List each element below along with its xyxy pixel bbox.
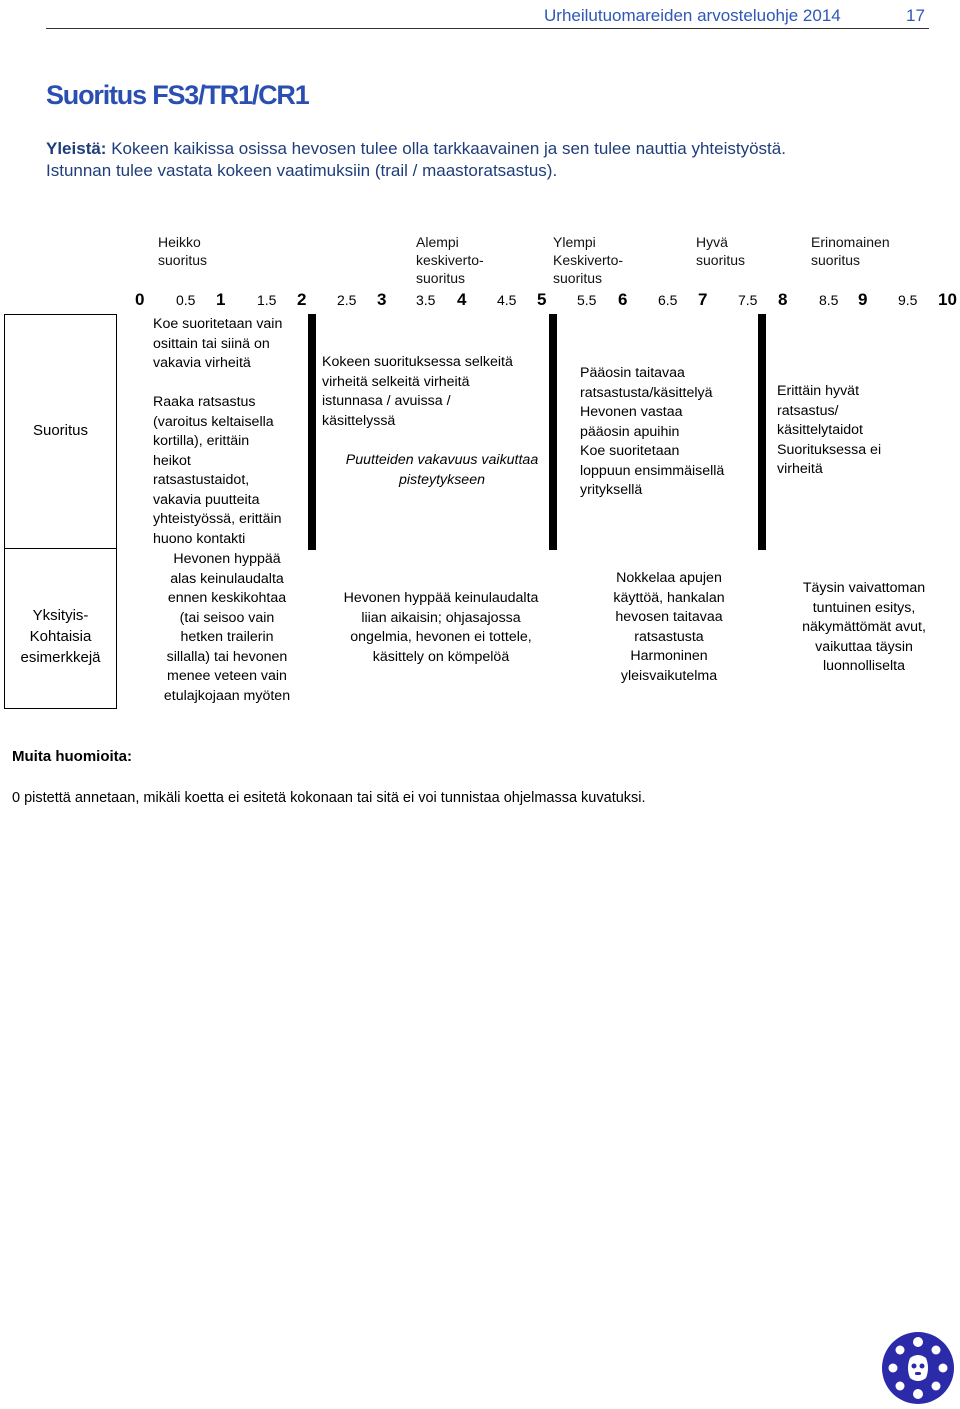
- page-title: Suoritus FS3/TR1/CR1: [46, 80, 309, 110]
- score-tick: 3: [377, 290, 387, 309]
- score-tick: 7.5: [738, 292, 758, 308]
- score-tick: 10: [938, 290, 957, 309]
- header-rule: [46, 28, 929, 29]
- score-tick: 7: [698, 290, 708, 309]
- example-cell-ylempi: Nokkelaa apujen käyttöä, hankalan hevosen taitavaa ratsastusta Harmoninen yleisvaikutelma: [613, 570, 725, 684]
- example-cell-heikko: Hevonen hyppää alas keinulaudalta ennen keskikohtaa (tai seisoo vain hetken trailerin sillalla) tai hevonen menee veteen vain etulajkojaan myöten: [163, 551, 291, 704]
- row-label-suoritus: Suoritus: [32, 422, 89, 439]
- notes-text: 0 pistettä annetaan, mikäli koetta ei esitetä kokonaan tai sitä ei voi tunnistaa ohjelmassa kuvatuksi.: [12, 790, 646, 806]
- score-tick: 8.5: [819, 292, 839, 308]
- level-erinomainen: Erinomainen suoritus: [811, 234, 890, 268]
- intro-line-1: Kokeen kaikissa osissa hevosen tulee olla tarkkaavainen ja sen tulee nauttia yhteistyöstä.: [106, 139, 786, 158]
- level-alempi: Alempi keskiverto- suoritus: [416, 234, 484, 286]
- score-tick: 0: [135, 290, 145, 309]
- score-tick: 9: [858, 290, 868, 309]
- score-tick: 1: [216, 290, 226, 309]
- score-tick: 2.5: [337, 292, 357, 308]
- organization-logo-icon: [880, 1330, 956, 1406]
- level-heikko: Heikko suoritus: [158, 234, 208, 268]
- table-border-top: [4, 314, 117, 315]
- score-tick: 1.5: [257, 292, 277, 308]
- example-cell-alempi: Hevonen hyppää keinulaudalta liian aikaisin; ohjasajossa ongelmia, hevonen ei tottele, käsittely on kömpelöä: [343, 590, 539, 665]
- score-tick: 6: [618, 290, 628, 309]
- score-tick: 5: [537, 290, 547, 309]
- score-tick: 4: [457, 290, 467, 309]
- score-tick: 6.5: [658, 292, 678, 308]
- score-bar-7: [758, 314, 766, 550]
- suoritus-cell-alempi-note: Puutteiden vakavuus vaikuttaa pisteytykseen: [345, 452, 539, 488]
- table-row-divider: [4, 548, 117, 549]
- page-number: 17: [906, 6, 925, 25]
- intro-paragraph: [46, 138, 926, 182]
- intro-line-2: Istunnan tulee vastata kokeen vaatimuksiin (trail / maastoratsastus).: [46, 161, 558, 180]
- score-tick: 2: [297, 290, 307, 309]
- running-header-title: Urheilutuomareiden arvosteluohje 2014: [544, 6, 841, 25]
- suoritus-cell-ylempi: Pääosin taitavaa ratsastusta/käsittelyä Hevonen vastaa pääosin apuihin Koe suoritetaan loppuun ensimmäisellä yrityksellä: [580, 365, 725, 498]
- notes-heading: Muita huomioita:: [12, 748, 132, 765]
- level-ylempi: Ylempi Keskiverto- suoritus: [553, 234, 624, 286]
- intro-label: Yleistä:: [46, 139, 107, 158]
- score-tick: 5.5: [577, 292, 597, 308]
- score-tick: 3.5: [416, 292, 436, 308]
- score-bar-5: [549, 314, 557, 550]
- score-bar-2: [308, 314, 316, 550]
- table-border-bottom: [4, 708, 117, 709]
- score-tick: 8: [778, 290, 788, 309]
- example-cell-erinomainen: Täysin vaivattoman tuntuinen esitys, näkymättömät avut, vaikuttaa täysin luonnolliselta: [802, 580, 926, 674]
- level-hyva: Hyvä suoritus: [696, 234, 746, 268]
- score-tick: 4.5: [497, 292, 517, 308]
- row-label-examples: Yksityis- Kohtaisia esimerkkejä: [20, 607, 101, 666]
- score-tick: 0.5: [176, 292, 196, 308]
- score-tick: 9.5: [898, 292, 918, 308]
- suoritus-cell-heikko: Koe suoritetaan vain osittain tai siinä on vakavia virheitä Raaka ratsastus (varoitus keltaisella kortilla), erittäin heikot ratsastustaidot, vakavia puutteita yhteistyössä, erittäin huono kontakti: [153, 316, 283, 547]
- suoritus-cell-alempi: Kokeen suorituksessa selkeitä virheitä selkeitä virheitä istunnasa / avuissa / käsittelyssä: [322, 354, 513, 429]
- suoritus-cell-erinomainen: Erittäin hyvät ratsastus/ käsittelytaidot Suorituksessa ei virheitä: [777, 383, 882, 477]
